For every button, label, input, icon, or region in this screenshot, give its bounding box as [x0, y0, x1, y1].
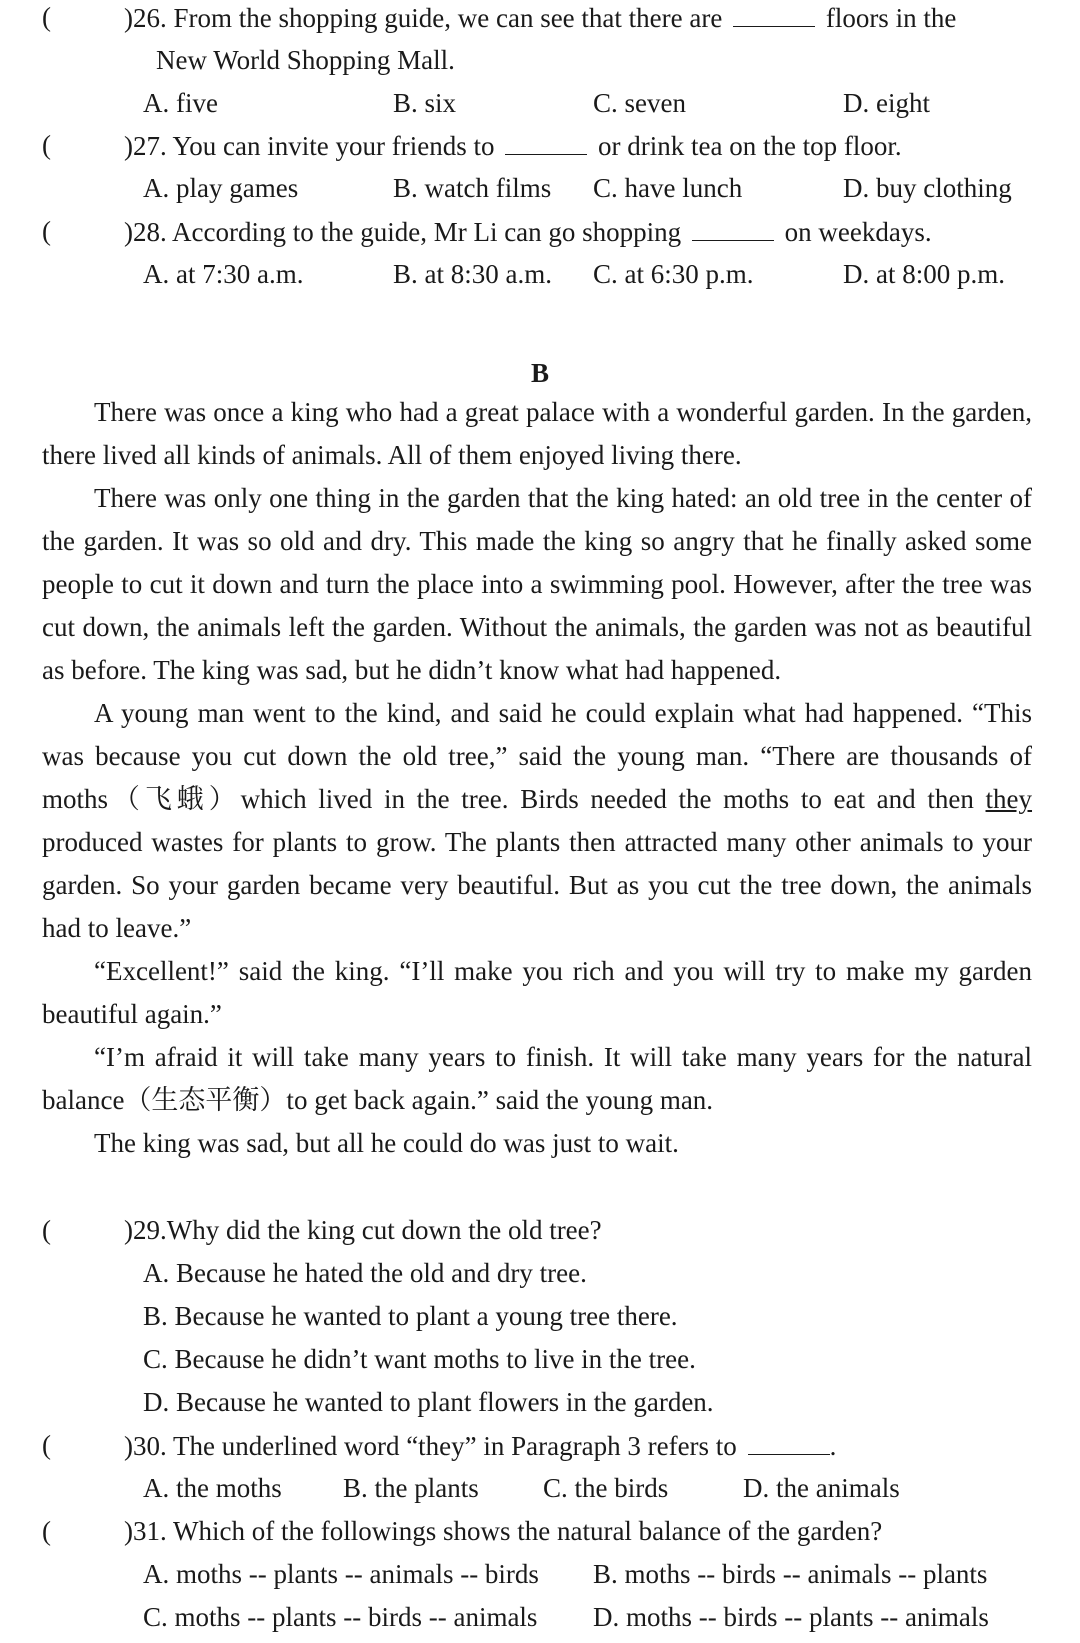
question-31	[0, 1510, 1080, 1553]
answer-paren: (	[42, 216, 51, 246]
option-c: C. have lunch	[593, 173, 743, 203]
question-28-options	[0, 253, 1080, 296]
answer-blank	[505, 124, 587, 155]
option-c: C. seven	[593, 88, 686, 118]
option-d: D. moths -- birds -- plants -- animals	[593, 1602, 989, 1632]
question-number: )28.	[124, 217, 167, 247]
answer-blank	[733, 0, 815, 27]
question-text: You can invite your friends to	[172, 131, 495, 161]
question-31-options-row-1	[0, 1553, 1080, 1596]
question-number: )31.	[124, 1516, 167, 1546]
answer-paren: (	[42, 1516, 51, 1546]
option-a: A. five	[143, 88, 218, 118]
question-26-options	[0, 82, 1080, 125]
answer-paren: (	[42, 2, 51, 32]
answer-paren: (	[42, 1215, 51, 1245]
option-a: A. moths -- plants -- animals -- birds	[143, 1559, 539, 1589]
question-number: )30.	[124, 1431, 167, 1461]
option-b: B. at 8:30 a.m.	[393, 259, 552, 289]
question-27	[0, 124, 1080, 167]
option-a: A. Because he hated the old and dry tree.	[143, 1258, 587, 1288]
question-text: According to the guide, Mr Li can go shopping	[172, 217, 682, 247]
option-c: C. at 6:30 p.m.	[593, 259, 754, 289]
question-27-options	[0, 167, 1080, 210]
option-c: C. Because he didn’t want moths to live in the tree.	[143, 1344, 696, 1374]
option-d: D. Because he wanted to plant flowers in the garden.	[143, 1387, 714, 1417]
question-31-options-row-2	[0, 1596, 1080, 1639]
option-b: B. watch films	[393, 173, 552, 203]
answer-paren: (	[42, 130, 51, 160]
question-26-line2	[0, 39, 1080, 82]
question-28	[0, 210, 1080, 253]
option-c: C. the birds	[543, 1473, 669, 1503]
paragraph-3-part-2: produced wastes for plants to grow. The plants then attracted many other animals to your garden. So your garden became very beautiful. But as you cut the tree down, the animals had to leave.”	[42, 827, 1032, 943]
question-text-after: .	[829, 1431, 837, 1461]
question-30-options	[0, 1467, 1080, 1510]
question-number: )27.	[124, 131, 167, 161]
question-29	[0, 1209, 1080, 1252]
question-29-option-a	[0, 1252, 1080, 1295]
answer-paren: (	[42, 1430, 51, 1460]
option-d: D. eight	[843, 88, 930, 118]
paragraph-5: “I’m afraid it will take many years to finish. It will take many years for the natural balance（生态平衡）to get back again.” said the young man.	[42, 1042, 1032, 1115]
option-b: B. Because he wanted to plant a young tree there.	[143, 1301, 678, 1331]
question-text-continued: New World Shopping Mall.	[156, 45, 455, 75]
option-d: D. buy clothing	[843, 173, 1012, 203]
question-text-after: floors in the	[825, 3, 957, 33]
reading-passage	[42, 391, 1032, 1165]
question-30	[0, 1424, 1080, 1467]
question-text: Why did the king cut down the old tree?	[166, 1215, 602, 1245]
option-b: B. moths -- birds -- animals -- plants	[593, 1559, 988, 1589]
paragraph-1: There was once a king who had a great palace with a wonderful garden. In the garden, there lived all kinds of animals. All of them enjoyed living there.	[42, 397, 1032, 470]
question-number: )29.	[124, 1215, 167, 1245]
option-c: C. moths -- plants -- birds -- animals	[143, 1602, 538, 1632]
question-29-option-c	[0, 1338, 1080, 1381]
paragraph-4: “Excellent!” said the king. “I’ll make you rich and you will try to make my garden beautiful again.”	[42, 956, 1032, 1029]
question-number: )26.	[124, 3, 167, 33]
paragraph-2: There was only one thing in the garden that the king hated: an old tree in the center of the garden. It was so old and dry. This made the king so angry that he finally asked some people to cut it down and turn the place into a swimming pool. However, after the tree was cut down, the animals left the garden. Without the animals, the garden was not as beautiful as before. The king was sad, but he didn’t know what had happened.	[42, 483, 1032, 685]
answer-blank	[692, 210, 774, 241]
question-26	[0, 0, 1080, 39]
option-d: D. the animals	[743, 1473, 900, 1503]
option-a: A. play games	[143, 173, 299, 203]
option-a: A. the moths	[143, 1473, 282, 1503]
option-b: B. six	[393, 88, 457, 118]
question-text: From the shopping guide, we can see that there are	[173, 3, 723, 33]
paragraph-6: The king was sad, but all he could do was just to wait.	[94, 1128, 679, 1158]
option-d: D. at 8:00 p.m.	[843, 259, 1005, 289]
answer-blank	[748, 1424, 830, 1455]
question-29-option-d	[0, 1381, 1080, 1424]
question-text: The underlined word “they” in Paragraph 3 refers to	[173, 1431, 737, 1461]
question-text-after: or drink tea on the top floor.	[597, 131, 902, 161]
paragraph-3-part-1: A young man went to the kind, and said he could explain what had happened. “This was because you cut down the old tree,” said the young man. “There are thousands of moths（飞蛾）which lived in the tree. Birds needed the moths to eat and then	[42, 698, 1032, 814]
option-a: A. at 7:30 a.m.	[143, 259, 304, 289]
question-text: Which of the followings shows the natural balance of the garden?	[173, 1516, 883, 1546]
section-heading: B	[530, 358, 549, 388]
underlined-word: they	[985, 784, 1033, 814]
paragraph-3	[42, 692, 1032, 950]
question-29-option-b	[0, 1295, 1080, 1338]
option-b: B. the plants	[343, 1473, 479, 1503]
question-text-after: on weekdays.	[784, 217, 932, 247]
